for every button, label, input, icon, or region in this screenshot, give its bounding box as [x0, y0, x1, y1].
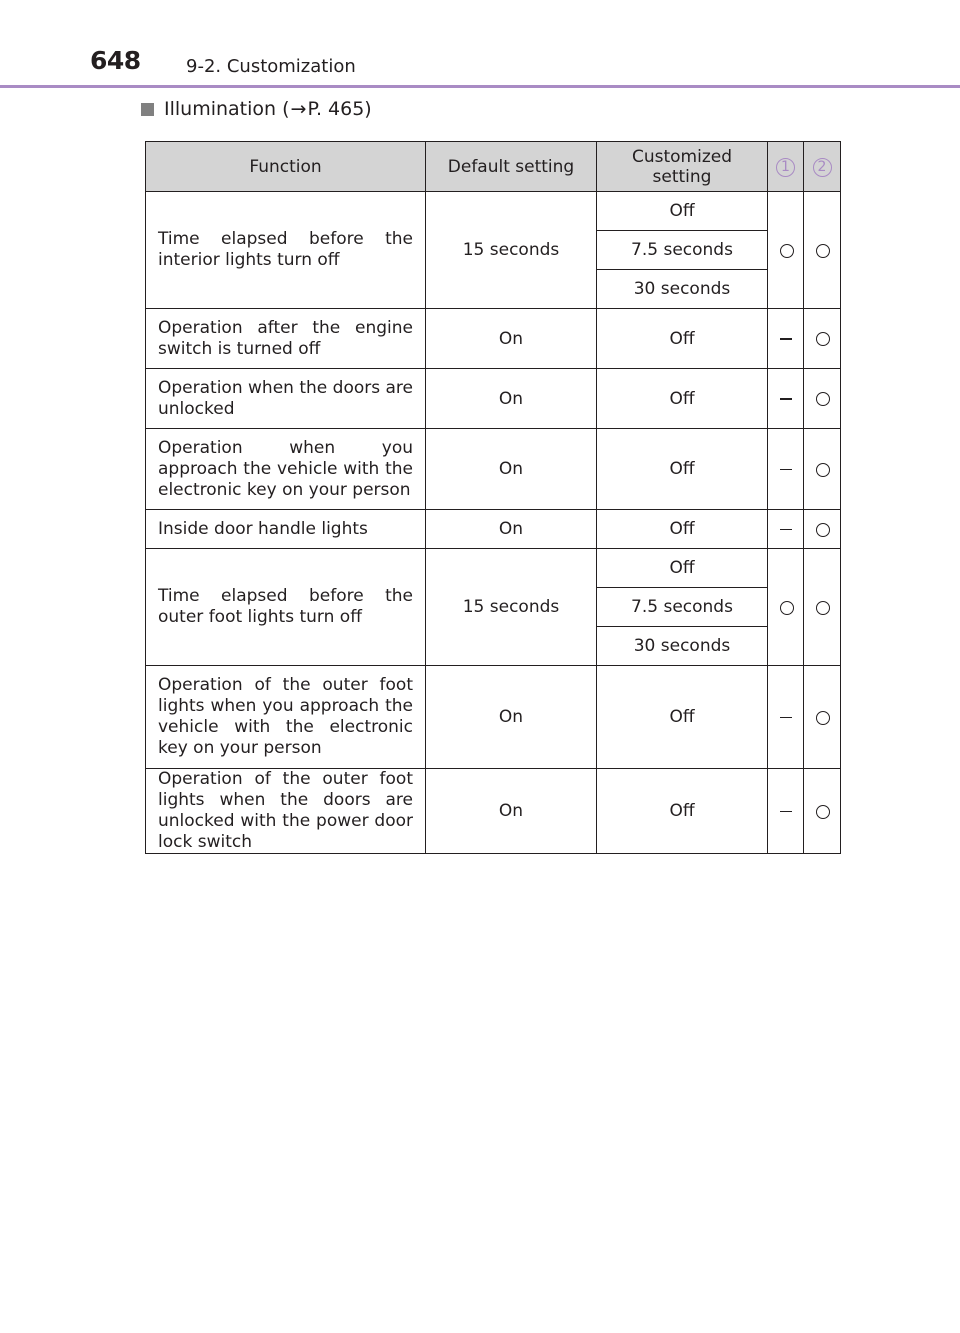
default-cell: 15 seconds: [426, 549, 597, 666]
mark-cell-2: [804, 192, 841, 309]
page-reference-link[interactable]: P. 465): [307, 98, 372, 120]
page-number: 648: [90, 46, 141, 75]
default-cell: On: [426, 769, 597, 854]
mark-cell-1: [768, 666, 804, 769]
circle-mark-icon: [816, 601, 830, 615]
mark-cell-1: [768, 549, 804, 666]
function-cell: Operation after the engine switch is turned off: [146, 309, 426, 369]
section-title: 9-2. Customization: [186, 56, 356, 77]
mark-cell-1: [768, 510, 804, 549]
page-header: [0, 0, 960, 88]
custom-cell: Off: [597, 666, 768, 769]
table-row: [146, 666, 841, 769]
table-header-row: [146, 142, 841, 192]
custom-cell: 7.5 seconds: [597, 588, 768, 627]
mark-cell-2: [804, 769, 841, 854]
circle-mark-icon: [816, 805, 830, 819]
circle-mark-icon: [816, 332, 830, 346]
table-row: [146, 510, 841, 549]
dash-mark-icon: [780, 529, 792, 531]
default-cell: On: [426, 666, 597, 769]
function-cell: Operation of the outer foot lights when you approach the vehicle with the electronic key on your person: [146, 666, 426, 769]
function-cell: Operation when the doors are unlocked: [146, 369, 426, 429]
custom-cell: Off: [597, 309, 768, 369]
function-cell: Inside door handle lights: [146, 510, 426, 549]
subheading-title: Illumination (: [164, 98, 290, 120]
mark-cell-2: [804, 666, 841, 769]
dash-mark-icon: [780, 338, 792, 340]
default-cell: On: [426, 309, 597, 369]
circle-mark-icon: [816, 711, 830, 725]
table-row: [146, 369, 841, 429]
table-row: [146, 429, 841, 510]
circle-mark-icon: [780, 244, 794, 258]
function-cell: Operation when you approach the vehicle with the electronic key on your person: [146, 429, 426, 510]
default-cell: On: [426, 429, 597, 510]
custom-cell: 7.5 seconds: [597, 231, 768, 270]
custom-cell: Off: [597, 429, 768, 510]
column-header-1: [768, 142, 804, 192]
custom-cell: Off: [597, 192, 768, 231]
custom-cell: Off: [597, 510, 768, 549]
arrow-icon: →: [290, 98, 307, 120]
mark-cell-2: [804, 309, 841, 369]
dash-mark-icon: [780, 811, 792, 813]
function-cell: Time elapsed before the outer foot lights turn off: [146, 549, 426, 666]
header-divider: [0, 85, 960, 88]
circle-mark-icon: [780, 601, 794, 615]
mark-cell-1: [768, 192, 804, 309]
function-cell: Time elapsed before the interior lights turn off: [146, 192, 426, 309]
custom-cell: Off: [597, 769, 768, 854]
circle-mark-icon: [816, 523, 830, 537]
circled-number-1-icon: 1: [776, 158, 795, 177]
column-header-custom: Customized setting: [597, 142, 768, 192]
circle-mark-icon: [816, 463, 830, 477]
table-row: [146, 769, 841, 854]
default-cell: 15 seconds: [426, 192, 597, 309]
mark-cell-1: [768, 769, 804, 854]
mark-cell-2: [804, 429, 841, 510]
column-header-2: [804, 142, 841, 192]
dash-mark-icon: [780, 398, 792, 400]
custom-cell: 30 seconds: [597, 627, 768, 666]
square-bullet-icon: [141, 103, 154, 116]
column-header-function: Function: [146, 142, 426, 192]
table-row: [146, 309, 841, 369]
circle-mark-icon: [816, 392, 830, 406]
mark-cell-1: [768, 309, 804, 369]
subheading: [141, 98, 372, 120]
function-cell: Operation of the outer foot lights when the doors are unlocked with the power door lock switch: [146, 769, 426, 854]
column-header-default: Default setting: [426, 142, 597, 192]
default-cell: On: [426, 510, 597, 549]
mark-cell-2: [804, 549, 841, 666]
mark-cell-2: [804, 510, 841, 549]
custom-cell: Off: [597, 549, 768, 588]
customization-table: [145, 141, 841, 854]
circled-number-2-icon: 2: [813, 158, 832, 177]
default-cell: On: [426, 369, 597, 429]
dash-mark-icon: [780, 469, 792, 471]
mark-cell-1: [768, 429, 804, 510]
mark-cell-2: [804, 369, 841, 429]
custom-cell: Off: [597, 369, 768, 429]
dash-mark-icon: [780, 717, 792, 719]
custom-cell: 30 seconds: [597, 270, 768, 309]
table-row: [146, 549, 841, 588]
circle-mark-icon: [816, 244, 830, 258]
mark-cell-1: [768, 369, 804, 429]
table-row: [146, 192, 841, 231]
